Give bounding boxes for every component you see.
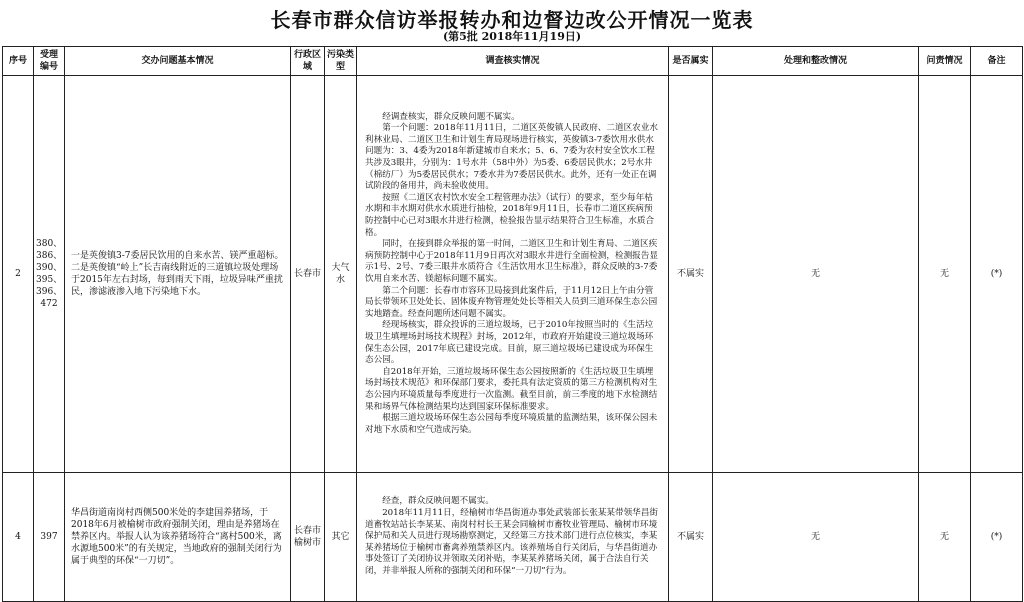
header-accountability: 问责情况 [919, 47, 971, 76]
investigation-paragraph: 第一个问题：2018年11月11日，二道区英俊镇人民政府、二道区农业水利林业局、二道区卫生和计划生育局现场进行核实，英俊镇3-7委饮用水供水问题为：3、4委为2018年新建城市自来水；5、6、7委为农村安全饮水工程共涉及3眼井，分别为：1号水井（58中外）为5委、6委居民供水；2号水井（棉纺厂）为5委居民供水；7委水井为7委居民供水。此外，还有一处正在调试阶段的备用井，尚未验收使用。 [365, 123, 658, 192]
row-pollution: 大气 水 [325, 76, 357, 473]
table-row [3, 473, 1023, 602]
row-pollution: 其它 [325, 473, 357, 602]
investigation-paragraph: 经查，群众反映问题不属实。 [382, 496, 494, 507]
investigation-paragraph: 按照《二道区农村饮水安全工程管理办法》（试行）的要求，至少每年枯水期和丰水期对供水水质进行抽检，2018年9月11日，长春市二道区疾病预防控制中心已对3眼水井进行检测，检验报告显示结果符合卫生标准，水质合格。 [365, 192, 655, 238]
page-subtitle: (第5批 2018年11月19日) [442, 30, 582, 43]
header-pollution: 污染类型 [325, 47, 357, 76]
row-verified: 不属实 [669, 473, 713, 602]
header-investigation: 调查核实情况 [357, 47, 669, 76]
investigation-paragraph: 2018年11月11日，经榆树市华昌街道办事处武装部长张某某带领华昌街道畜牧站站长李某某、南岗村村长王某会同榆树市畜牧业管理局、榆树市环境保护局和关人员进行现场勘察测定，又经第三方技术部门进行点位核实，李某某养猪场位于榆树市畜禽养殖禁养区内。该养殖场自行关闭后，与华昌街道办事处签订了关闭协议并领取关闭补贴，李某某养猪场关闭，属于合法自行关闭，并非举报人所称的强制关闭和环保“一刀切”行为。 [365, 508, 658, 576]
investigation-paragraph: 经现场核实，群众投诉的三道垃圾场，已于2010年按照当时的《生活垃圾卫生填埋场封场技术规程》封场，2012年，市政府开始建设三道垃圾场环保生态公园，2017年底已建设完成。目前，原三道垃圾场已建设成为环保生态公园。 [365, 320, 654, 366]
row-id: 380、386、390、395、396、472 [34, 76, 65, 473]
investigation-paragraph: 自2018年开始，三道垃圾场环保生态公园按照新的《生活垃圾卫生填埋场封场技术规范》和环保部门要求，委托具有法定资质的第三方检测机构对生态公园内环境质量每季度进行一次监测。截至目前，前三季度的地下水检测结果和场界气体检测结果均达到国家环保标准要求。 [365, 366, 658, 412]
header-issue: 交办问题基本情况 [65, 47, 291, 76]
table-row [3, 76, 1023, 473]
investigation-paragraph: 根据三道垃圾场环保生态公园每季度环境质量的监测结果，该环保公园未对地下水质和空气造成污染。 [365, 413, 658, 435]
investigation-paragraph: 经调查核实，群众反映问题不属实。 [382, 111, 520, 122]
row-handling: 无 [713, 473, 919, 602]
header-verified: 是否属实 [669, 47, 713, 76]
row-issue: 华昌街道南岗村西侧500米处的李建国养猪场，于2018年6月被榆树市政府强制关闭，理由是养猪场在禁养区内。举报人认为该养猪场符合“离村500米，离水源地500米”的有关规定，当地政府的强制关闭行为属于典型的环保“一刀切”。 [65, 473, 291, 602]
row-no: 4 [3, 473, 34, 602]
row-id: 397 [34, 473, 65, 602]
investigation-paragraph: 第二个问题：长春市市容环卫局接到此案件后，于11月12日上午由分管局长带领环卫处处长、固体废弃物管理处处长等相关人员到三道环保生态公园实地踏查。经查问题所述问题不属实。 [365, 285, 658, 319]
header-row [3, 47, 1023, 76]
disclosure-table [2, 46, 1023, 602]
row-district: 长春市 [291, 76, 325, 473]
row-accountability: 无 [919, 76, 971, 473]
page-title: 长春市群众信访举报转办和边督边改公开情况一览表 [270, 8, 754, 32]
header-district: 行政区域 [291, 47, 325, 76]
header-handling: 处理和整改情况 [713, 47, 919, 76]
investigation-paragraph: 同时，在接到群众举报的第一时间，二道区卫生和计划生育局、二道区疾病预防控制中心于2018年11月9日再次对3眼水井进行全面检测，检测报告显示1号、2号、7委三眼井水质符合《生活饮用水卫生标准》，群众反映的3-7委饮用自来水苦、镁超标问题不属实。 [365, 239, 658, 284]
row-issue: 一是英俊镇3-7委居民饮用的自来水苦、镁严重超标。二是英俊镇“岭上”长吉南线附近的三道镇垃圾处理场于2015年左右封场，每到雨天下雨，垃圾异味严重扰民，渗滤液渗入地下污染地下水。 [65, 76, 291, 473]
row-verified: 不属实 [669, 76, 713, 473]
header-remark: 备注 [971, 47, 1023, 76]
row-remark: (*) [971, 76, 1023, 473]
row-investigation [357, 76, 669, 473]
header-id: 受理编号 [34, 47, 65, 76]
row-no: 2 [3, 76, 34, 473]
header-no: 序号 [3, 47, 34, 76]
row-remark: (*) [971, 473, 1023, 602]
row-investigation [357, 473, 669, 602]
row-district: 长春市榆树市 [291, 473, 325, 602]
row-accountability: 无 [919, 473, 971, 602]
row-handling: 无 [713, 76, 919, 473]
